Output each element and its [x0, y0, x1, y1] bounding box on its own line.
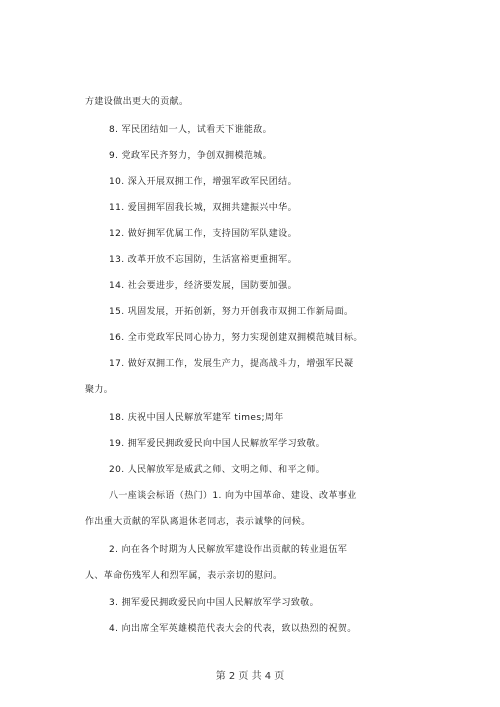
text-line: 8. 军民团结如一人，试看天下谁能敌。 — [109, 125, 273, 135]
page-indicator: 第 2 页 共 4 页 — [215, 671, 285, 682]
text-line: 2. 向在各个时期为人民解放军建设作出贡献的转业退伍军 — [109, 545, 348, 555]
text-line: 3. 拥军爱民拥政爱民向中国人民解放军学习致敬。 — [109, 598, 320, 608]
text-line: 16. 全市党政军民同心协力，努力实现创建双拥模范城目标。 — [109, 333, 363, 343]
text-line: 作出重大贡献的军队离退休老同志，表示诚挚的问候。 — [85, 517, 311, 527]
text-line: 人、革命伤残军人和烈军属，表示亲切的慰问。 — [85, 571, 283, 581]
text-line: 20. 人民解放军是威武之师、文明之师、和平之师。 — [109, 465, 326, 475]
text-line: 9. 党政军民齐努力，争创双拥模范城。 — [109, 151, 273, 161]
text-line: 4. 向出席全军英雄模范代表大会的代表，致以热烈的祝贺。 — [109, 624, 357, 634]
text-line: 15. 巩固发展，开拓创新，努力开创我市双拥工作新局面。 — [109, 307, 354, 317]
text-line: 10. 深入开展双拥工作，增强军政军民团结。 — [109, 177, 297, 187]
text-line: 19. 拥军爱民拥政爱民向中国人民解放军学习致敬。 — [109, 439, 326, 449]
text-line: 17. 做好双拥工作，发展生产力，提高战斗力，增强军民凝 — [109, 359, 354, 369]
text-line: 14. 社会要进步，经济要发展，国防要加强。 — [109, 281, 297, 291]
text-line: 13. 改革开放不忘国防，生活富裕更重拥军。 — [109, 255, 297, 265]
text-line: 聚力。 — [85, 385, 114, 395]
text-line: 12. 做好拥军优属工作，支持国防军队建设。 — [109, 229, 297, 239]
text-line: 八一座谈会标语（热门）1. 向为中国革命、建设、改革事业 — [109, 491, 357, 501]
text-line: 方建设做出更大的贡献。 — [85, 97, 189, 107]
text-line: 11. 爱国拥军固我长城，双拥共建振兴中华。 — [109, 203, 297, 213]
text-line: 18. 庆祝中国人民解放军建军 times;周年 — [109, 413, 284, 423]
